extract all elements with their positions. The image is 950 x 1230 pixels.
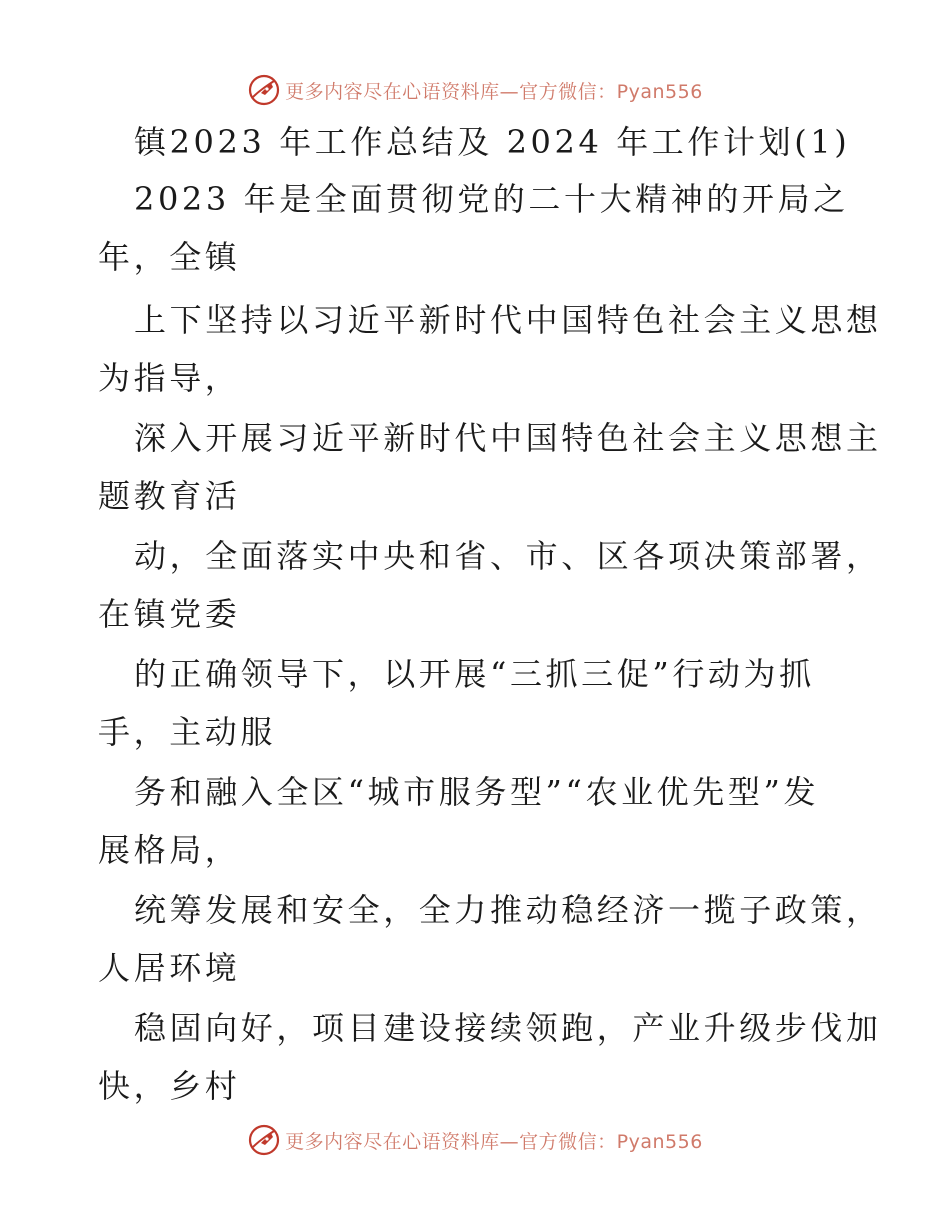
footer-watermark-banner	[0, 1120, 950, 1160]
paragraph-line: 快，乡村	[98, 1067, 241, 1105]
paragraph-line: 人居环境	[98, 949, 241, 987]
header-watermark-banner	[0, 70, 950, 110]
pen-nib-logo-icon	[247, 73, 281, 107]
watermark-text: 更多内容尽在心语资料库—官方微信：Pyan556	[285, 80, 703, 103]
pen-nib-logo-icon	[247, 1123, 281, 1157]
document-title: 镇2023 年工作总结及 2024 年工作计划(1)	[134, 123, 851, 161]
paragraph-line: 展格局，	[98, 831, 241, 869]
paragraph-line: 上下坚持以习近平新时代中国特色社会主义思想	[134, 301, 882, 339]
paragraph-line: 动，全面落实中央和省、市、区各项决策部署，	[134, 537, 882, 575]
paragraph-line: 的正确领导下，以开展“三抓三促”行动为抓	[134, 655, 815, 693]
paragraph-line: 深入开展习近平新时代中国特色社会主义思想主	[134, 419, 882, 457]
paragraph-line: 题教育活	[98, 477, 241, 515]
paragraph-line: 为指导，	[98, 359, 241, 397]
paragraph-line: 务和融入全区“城市服务型”“农业优先型”发	[134, 773, 820, 811]
paragraph-line: 在镇党委	[98, 595, 241, 633]
paragraph-line: 年，全镇	[98, 238, 241, 276]
paragraph-line: 2023 年是全面贯彻党的二十大精神的开局之	[134, 180, 849, 218]
paragraph-line: 手，主动服	[98, 713, 277, 751]
paragraph-line: 统筹发展和安全，全力推动稳经济一揽子政策，	[134, 891, 882, 929]
watermark-text: 更多内容尽在心语资料库—官方微信：Pyan556	[285, 1130, 703, 1153]
paragraph-line: 稳固向好，项目建设接续领跑，产业升级步伐加	[134, 1009, 882, 1047]
